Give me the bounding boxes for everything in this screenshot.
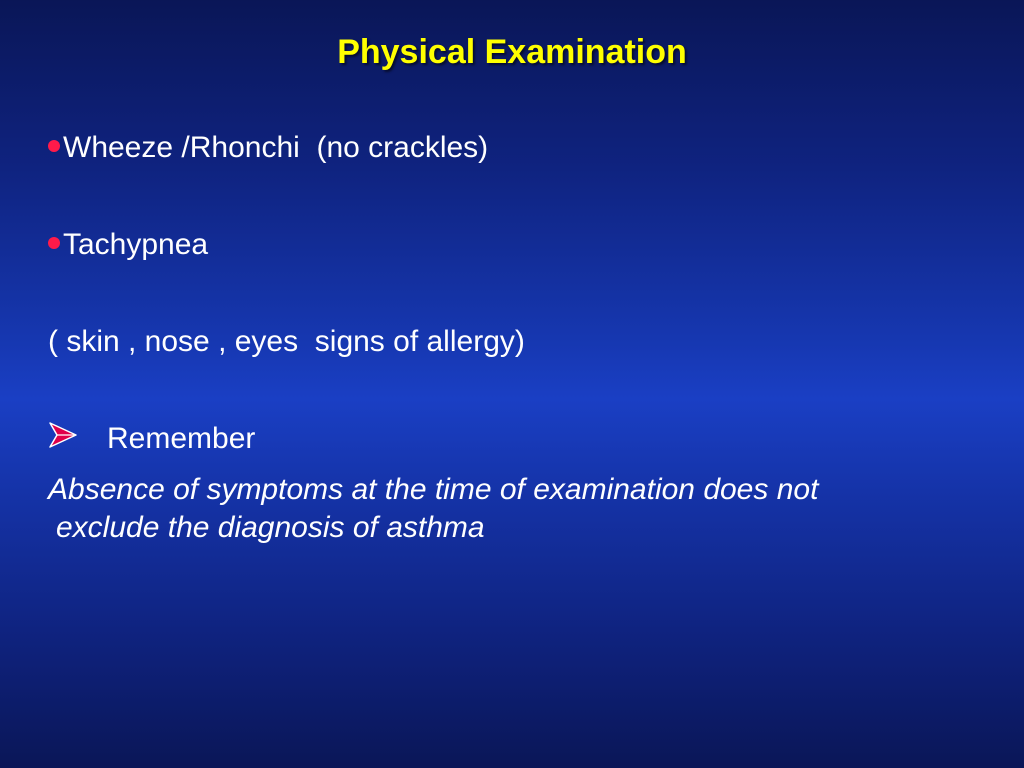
bullet-text: Wheeze /Rhonchi (no crackles) (63, 131, 489, 164)
arrow-bullet-icon (48, 421, 78, 449)
allergy-signs-line: ( skin , nose , eyes signs of allergy) (48, 325, 525, 358)
remember-label: Remember (107, 422, 256, 455)
remember-note-line2: exclude the diagnosis of asthma (56, 511, 485, 544)
slide-title: Physical Examination (337, 33, 687, 71)
bullet-text: Tachypnea (63, 228, 209, 261)
red-circle-bullet-icon (48, 237, 60, 249)
red-circle-bullet-icon (48, 140, 60, 152)
remember-note (48, 471, 1018, 547)
remember-note-line1: Absence of symptoms at the time of examination does not (48, 473, 819, 506)
bullet-item-wheeze (48, 130, 488, 166)
bullet-item-tachypnea (48, 227, 208, 263)
